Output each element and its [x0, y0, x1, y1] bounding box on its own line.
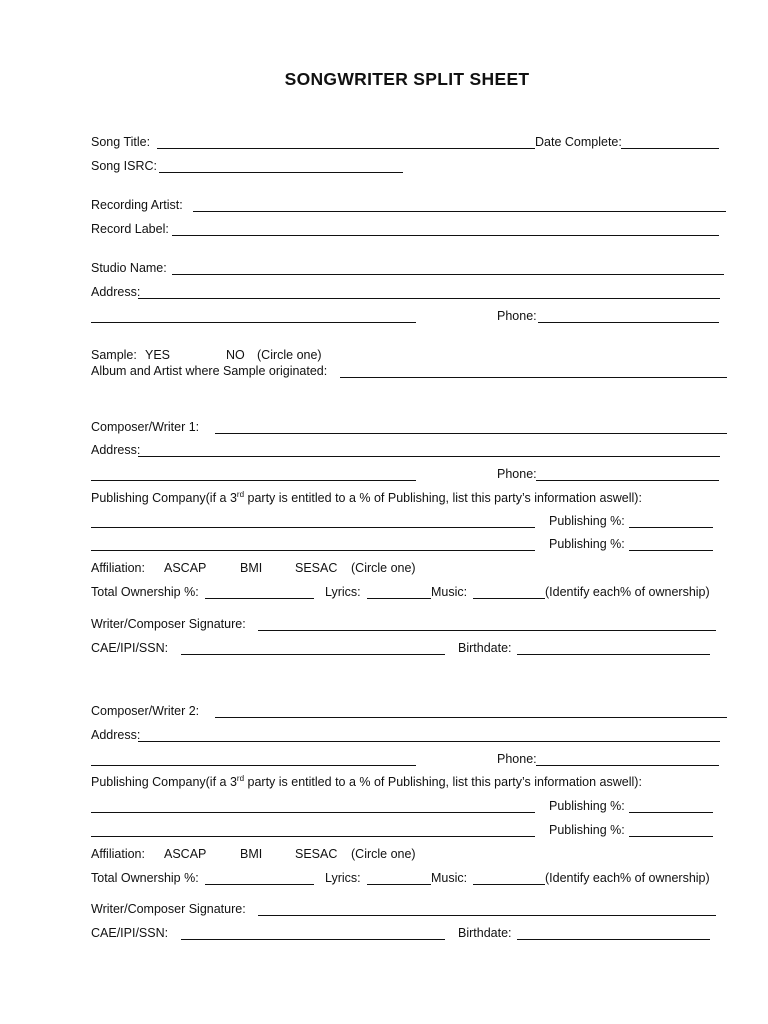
composer-1-field[interactable]: [215, 433, 727, 434]
song-title-label: Song Title:: [91, 135, 151, 149]
writer-2-sesac-option[interactable]: SESAC: [295, 847, 338, 861]
writer-2-signature-label: Writer/Composer Signature:: [91, 902, 246, 916]
writer-1-affiliation-label: Affiliation:: [91, 561, 145, 575]
writer-2-address-field[interactable]: [138, 741, 720, 742]
studio-name-field[interactable]: [172, 274, 724, 275]
studio-name-label: Studio Name:: [91, 261, 167, 275]
writer-2-publisher-1-field[interactable]: [91, 812, 535, 813]
writer-2-address-label: Address:: [91, 728, 141, 742]
record-label-field[interactable]: [172, 235, 719, 236]
sample-no-option[interactable]: NO: [226, 348, 245, 362]
writer-1-identify-note: (Identify each% of ownership): [545, 585, 710, 599]
writer-2-signature-field[interactable]: [258, 915, 716, 916]
writer-1-address-label: Address:: [91, 443, 141, 457]
writer-2-publishing-pct-label-1: Publishing %:: [549, 799, 625, 813]
writer-2-lyrics-field[interactable]: [367, 884, 431, 885]
writer-1-signature-label: Writer/Composer Signature:: [91, 617, 246, 631]
recording-artist-label: Recording Artist:: [91, 198, 183, 212]
writer-1-ownership-field[interactable]: [205, 598, 314, 599]
sample-yes-option[interactable]: YES: [145, 348, 171, 362]
writer-2-publishing-pct-label-2: Publishing %:: [549, 823, 625, 837]
writer-2-phone-label: Phone:: [497, 752, 537, 766]
writer-1-publishing-pct-field-1[interactable]: [629, 527, 713, 528]
writer-1-birthdate-field[interactable]: [517, 654, 710, 655]
writer-2-publishing-pct-field-1[interactable]: [629, 812, 713, 813]
writer-2-publishing-pct-field-2[interactable]: [629, 836, 713, 837]
composer-2-label: Composer/Writer 2:: [91, 704, 200, 718]
sample-origin-label: Album and Artist where Sample originated:: [91, 364, 328, 378]
writer-1-music-label: Music:: [431, 585, 468, 599]
writer-1-phone-field[interactable]: [536, 480, 719, 481]
sample-label: Sample:: [91, 348, 137, 362]
writer-1-cae-field[interactable]: [181, 654, 445, 655]
writer-2-publishing-company-label: Publishing Company(if a 3rd party is entitled to a % of Publishing, list this party’s information aswell):: [91, 774, 642, 789]
writer-1-address-line-2[interactable]: [91, 480, 416, 481]
writer-1-sesac-option[interactable]: SESAC: [295, 561, 338, 575]
song-isrc-label: Song ISRC:: [91, 159, 158, 173]
date-complete-field[interactable]: [621, 148, 719, 149]
writer-2-bmi-option[interactable]: BMI: [240, 847, 263, 861]
sample-circle-note: (Circle one): [257, 348, 322, 362]
writer-1-bmi-option[interactable]: BMI: [240, 561, 263, 575]
writer-2-ownership-label: Total Ownership %:: [91, 871, 199, 885]
writer-1-publisher-2-field[interactable]: [91, 550, 535, 551]
writer-2-address-line-2[interactable]: [91, 765, 416, 766]
writer-2-affiliation-label: Affiliation:: [91, 847, 145, 861]
writer-1-publishing-company-label: Publishing Company(if a 3rd party is entitled to a % of Publishing, list this party’s information aswell):: [91, 490, 642, 505]
writer-1-circle-note: (Circle one): [351, 561, 416, 575]
writer-1-ascap-option[interactable]: ASCAP: [164, 561, 207, 575]
page-title: SONGWRITER SPLIT SHEET: [284, 69, 530, 89]
composer-2-field[interactable]: [215, 717, 727, 718]
writer-2-cae-label: CAE/IPI/SSN:: [91, 926, 169, 940]
writer-2-ownership-field[interactable]: [205, 884, 314, 885]
writer-2-publisher-2-field[interactable]: [91, 836, 535, 837]
writer-2-birthdate-label: Birthdate:: [458, 926, 512, 940]
writer-1-publisher-1-field[interactable]: [91, 527, 535, 528]
writer-2-cae-field[interactable]: [181, 939, 445, 940]
studio-address-label: Address:: [91, 285, 141, 299]
writer-1-publishing-pct-label-2: Publishing %:: [549, 537, 625, 551]
studio-phone-field[interactable]: [538, 322, 719, 323]
composer-1-label: Composer/Writer 1:: [91, 420, 200, 434]
writer-1-address-field[interactable]: [138, 456, 720, 457]
song-isrc-field[interactable]: [159, 172, 403, 173]
writer-1-birthdate-label: Birthdate:: [458, 641, 512, 655]
writer-1-lyrics-label: Lyrics:: [325, 585, 361, 599]
sample-origin-field[interactable]: [340, 377, 727, 378]
studio-address-line-2[interactable]: [91, 322, 416, 323]
writer-2-circle-note: (Circle one): [351, 847, 416, 861]
writer-1-music-field[interactable]: [473, 598, 545, 599]
studio-phone-label: Phone:: [497, 309, 537, 323]
writer-2-music-field[interactable]: [473, 884, 545, 885]
writer-2-phone-field[interactable]: [536, 765, 719, 766]
writer-1-signature-field[interactable]: [258, 630, 716, 631]
song-title-field[interactable]: [157, 148, 535, 149]
writer-1-lyrics-field[interactable]: [367, 598, 431, 599]
writer-2-music-label: Music:: [431, 871, 468, 885]
writer-1-cae-label: CAE/IPI/SSN:: [91, 641, 169, 655]
date-complete-label: Date Complete:: [535, 135, 622, 149]
writer-1-publishing-pct-field-2[interactable]: [629, 550, 713, 551]
writer-1-phone-label: Phone:: [497, 467, 537, 481]
writer-2-lyrics-label: Lyrics:: [325, 871, 361, 885]
record-label-label: Record Label:: [91, 222, 169, 236]
writer-2-ascap-option[interactable]: ASCAP: [164, 847, 207, 861]
studio-address-field[interactable]: [138, 298, 720, 299]
writer-1-ownership-label: Total Ownership %:: [91, 585, 199, 599]
writer-2-birthdate-field[interactable]: [517, 939, 710, 940]
recording-artist-field[interactable]: [193, 211, 726, 212]
writer-2-identify-note: (Identify each% of ownership): [545, 871, 710, 885]
writer-1-publishing-pct-label-1: Publishing %:: [549, 514, 625, 528]
